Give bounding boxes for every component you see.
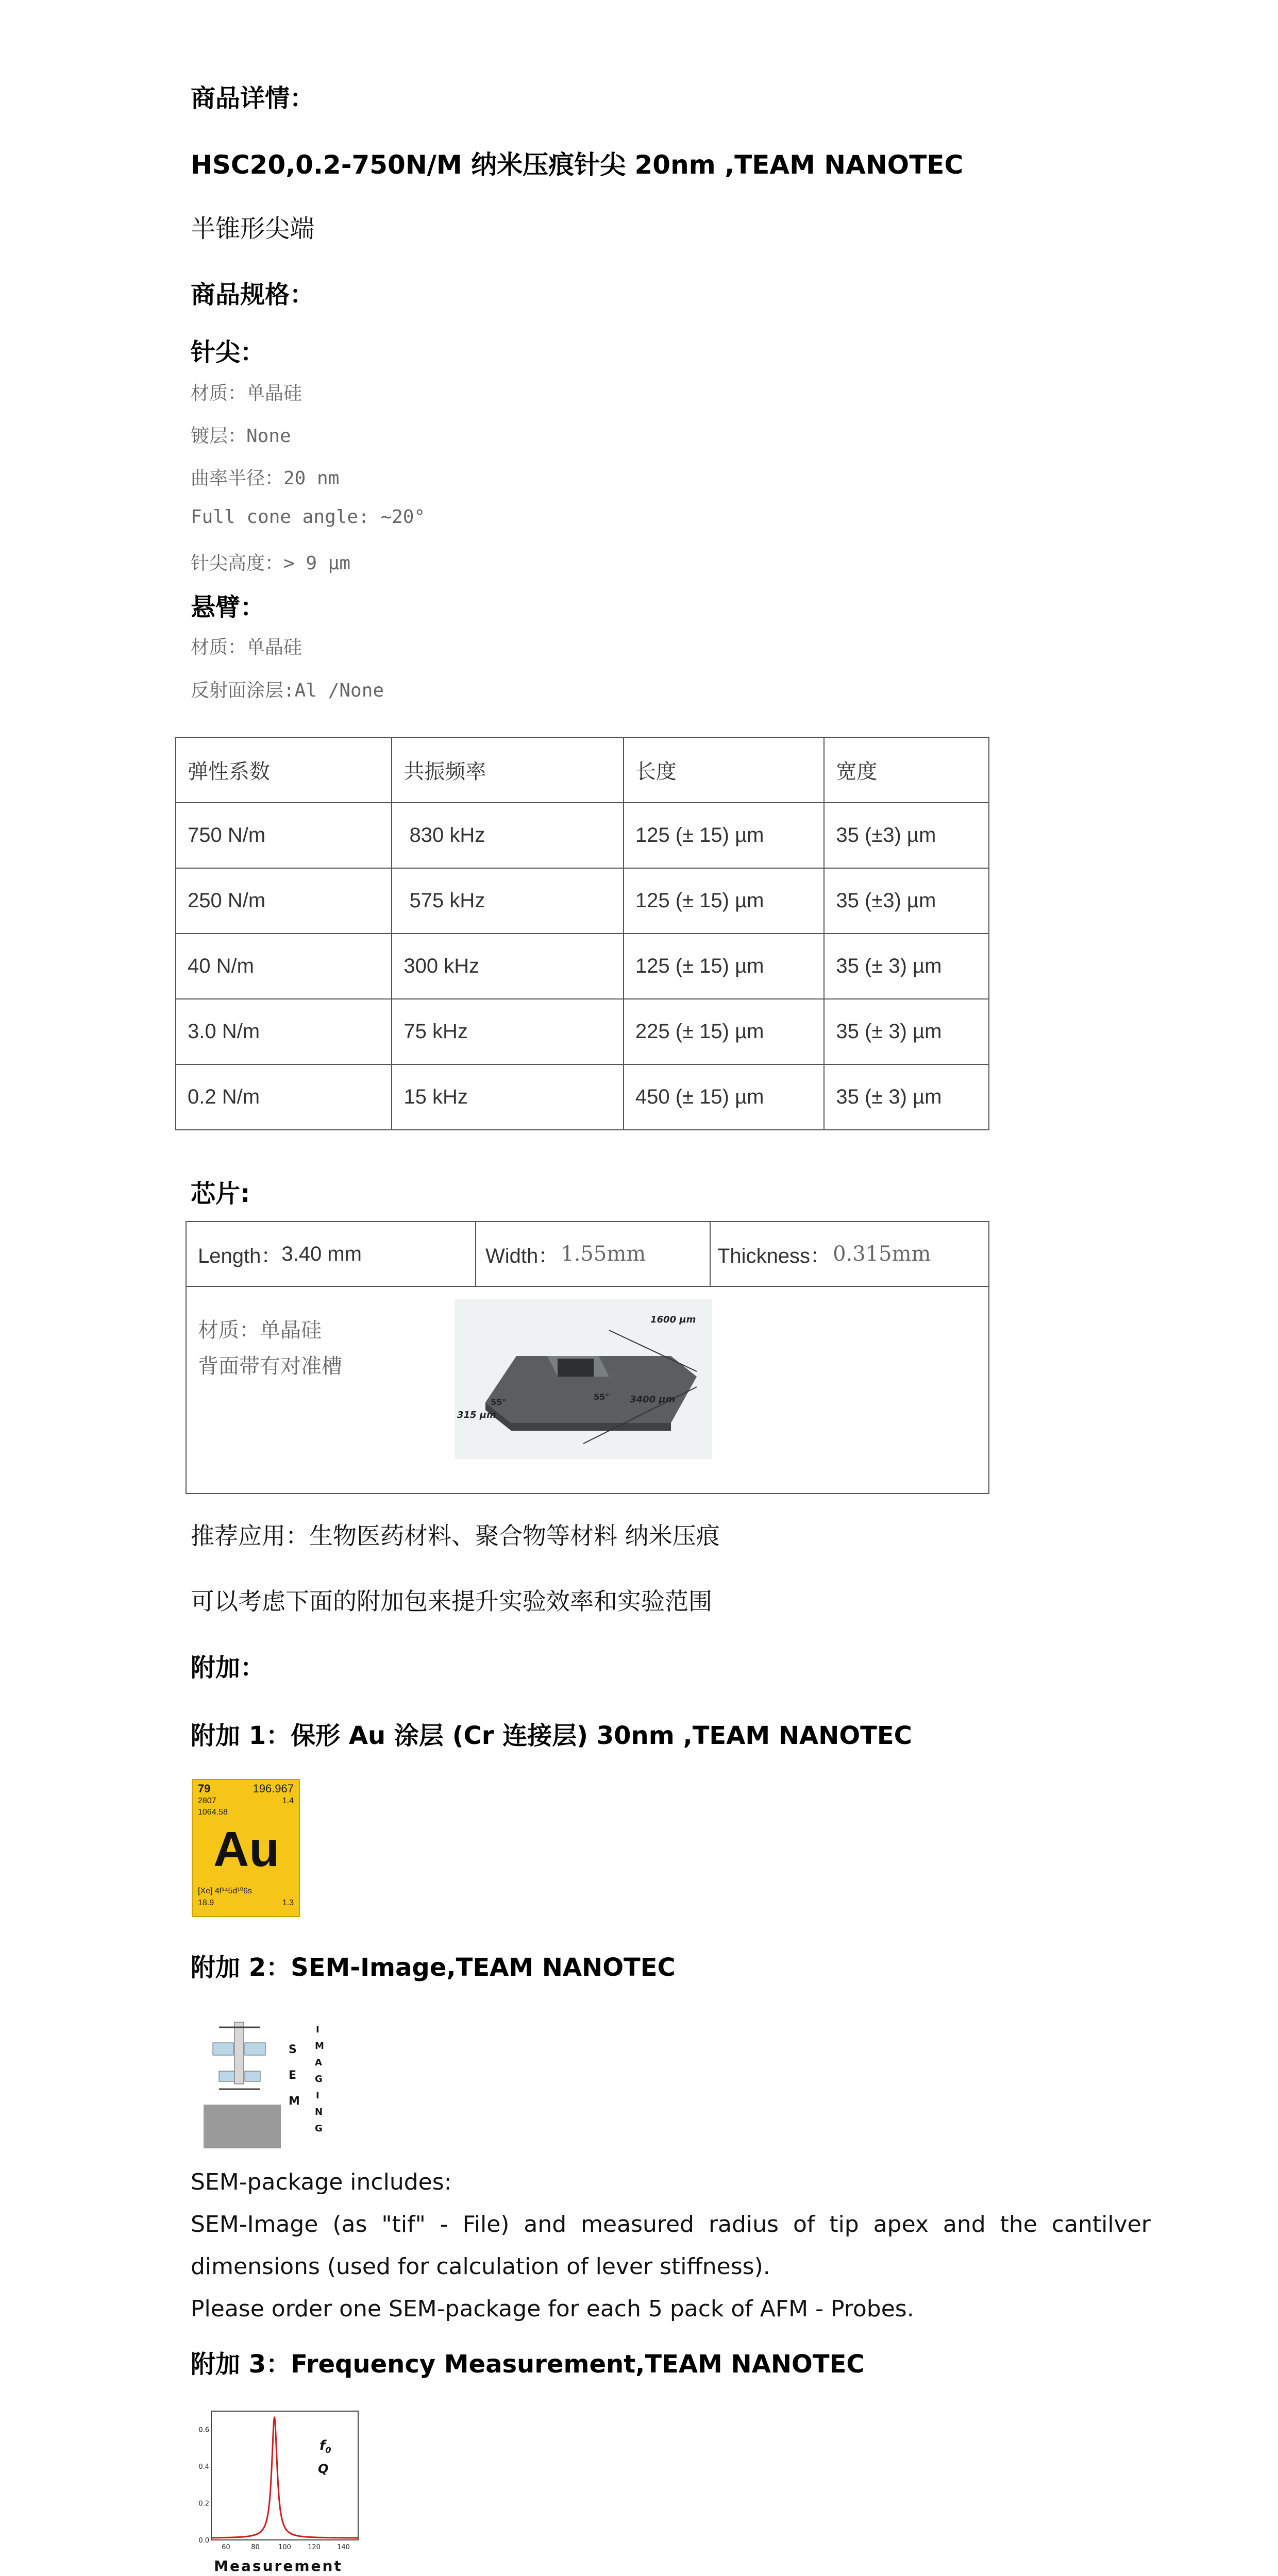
- chip-length-label: Length：: [198, 1244, 282, 1267]
- table-cell: 15 kHz: [392, 1064, 624, 1130]
- frequency-chart: [193, 2406, 363, 2576]
- chip-material: 材质：单晶硅: [198, 1318, 322, 1342]
- table-row: [176, 999, 989, 1064]
- product-subtitle: 半锥形尖端: [191, 214, 315, 243]
- chip-groove: 背面带有对准槽: [198, 1354, 342, 1378]
- sem-component: [213, 2043, 233, 2055]
- table-row: [176, 934, 989, 999]
- table-header-cell: 共振频率: [392, 737, 624, 803]
- sem-letter: M: [289, 2095, 300, 2108]
- electronegativity: 1.4: [282, 1797, 294, 1805]
- product-title: HSC20,0.2-750N/M 纳米压痕针尖 20nm ,TEAM NANOTEC: [191, 150, 964, 180]
- table-cell: 35 (± 3) µm: [824, 1064, 989, 1130]
- table-cell: 35 (±3) µm: [824, 868, 989, 934]
- table-cell: 830 kHz: [392, 803, 624, 868]
- chip-width-label: Width：: [485, 1244, 559, 1267]
- imaging-letter: G: [315, 2123, 323, 2134]
- sem-component: [245, 2043, 265, 2055]
- sem-component: [219, 2071, 234, 2081]
- sem-column: [234, 2022, 244, 2084]
- chip-length-value: 3.40 mm: [281, 1242, 362, 1265]
- table-cell: 575 kHz: [392, 868, 624, 934]
- y-tick-label: 0.6: [198, 2426, 209, 2434]
- y-ticks: [198, 2427, 209, 2545]
- x-tick-label: 80: [251, 2544, 260, 2551]
- spec-table: [175, 737, 989, 1130]
- x-ticks: [222, 2544, 350, 2551]
- table-cell: 750 N/m: [176, 803, 392, 868]
- addon-title: 附加：: [191, 1653, 265, 1682]
- density: 18.9: [198, 1899, 214, 1907]
- chart-label-q: Q: [318, 2462, 329, 2476]
- sem-component: [245, 2071, 260, 2081]
- chip-diagram: [455, 1299, 712, 1459]
- table-cell: 125 (± 15) µm: [624, 868, 824, 934]
- diagram-label: 315 µm: [457, 1410, 496, 1420]
- y-tick-label: 0.2: [198, 2500, 209, 2508]
- table-row: [176, 868, 989, 934]
- tip-material: 材质：单晶硅: [191, 383, 302, 404]
- table-cell: 35 (±3) µm: [824, 803, 989, 868]
- sem-letter: S: [289, 2043, 297, 2056]
- imaging-letter: N: [315, 2107, 323, 2117]
- table-cell: 35 (± 3) µm: [824, 934, 989, 999]
- chart-caption: Measurement: [214, 2557, 343, 2574]
- chip-box: [186, 1221, 989, 1494]
- table-cell: 125 (± 15) µm: [624, 934, 824, 999]
- chip-dimensions-row: [187, 1222, 988, 1287]
- cantilever-material: 材质：单晶硅: [191, 637, 302, 658]
- table-header-cell: 弹性系数: [176, 737, 392, 803]
- sem-sample-image: [204, 2105, 281, 2148]
- table-header-cell: 宽度: [824, 737, 989, 803]
- table-cell: 450 (± 15) µm: [624, 1064, 824, 1130]
- sem-intro: SEM-package includes:: [191, 2169, 452, 2195]
- table-cell: 75 kHz: [392, 999, 624, 1064]
- divider: [475, 1222, 476, 1286]
- atomic-mass: 196.967: [253, 1782, 294, 1795]
- cantilever-title: 悬臂：: [191, 593, 265, 622]
- addon1-title: 附加 1：保形 Au 涂层 (Cr 连接层) 30nm ,TEAM NANOTEC: [191, 1721, 912, 1750]
- cantilever-coating: 反射面涂层:Al /None: [191, 680, 384, 701]
- table-cell: 250 N/m: [176, 868, 392, 934]
- addon2-title: 附加 2：SEM-Image,TEAM NANOTEC: [191, 1953, 676, 1982]
- x-tick-label: 60: [222, 2544, 230, 2551]
- x-tick-label: 140: [337, 2544, 350, 2551]
- electron-config: [Xe] 4f¹⁴5d¹⁰6s: [198, 1887, 252, 1895]
- chip-groove-dark: [558, 1359, 594, 1377]
- sem-letter: E: [289, 2069, 297, 2082]
- chart-label-f: $f_0$: [320, 2438, 331, 2455]
- diagram-label: 3400 µm: [630, 1394, 676, 1405]
- y-tick-label: 0.4: [198, 2463, 209, 2471]
- divider: [710, 1222, 711, 1286]
- application-line: 推荐应用：生物医药材料、聚合物等材料 纳米压痕: [191, 1522, 720, 1550]
- diagram-label: 55°: [491, 1397, 507, 1407]
- y-tick-label: 0.0: [198, 2537, 209, 2545]
- tip-coating: 镀层：None: [191, 426, 291, 447]
- table-header-cell: 长度: [624, 737, 824, 803]
- table-cell: 0.2 N/m: [176, 1064, 392, 1130]
- chip-thickness: [717, 1222, 931, 1286]
- sem-desc-line: dimensions (used for calculation of lever stiffness).: [191, 2253, 770, 2280]
- chip-thickness-label: Thickness：: [717, 1244, 831, 1267]
- tip-title: 针尖：: [191, 338, 265, 367]
- spec-title: 商品规格：: [191, 280, 315, 309]
- imaging-letter: M: [315, 2041, 324, 2052]
- imaging-letter: G: [315, 2074, 323, 2084]
- ionization: 1.3: [282, 1899, 294, 1907]
- diagram-label: 55°: [594, 1392, 610, 1402]
- imaging-letter: I: [316, 2090, 320, 2101]
- imaging-letter: A: [315, 2057, 322, 2068]
- details-title: 商品详情：: [191, 84, 315, 113]
- x-tick-label: 120: [308, 2544, 321, 2551]
- sem-imaging-logo: [198, 2012, 343, 2156]
- tip-radius: 曲率半径：20 nm: [191, 468, 340, 489]
- tip-height: 针尖高度：> 9 μm: [191, 553, 351, 574]
- chip-width: [485, 1222, 646, 1286]
- chart-frame: [211, 2411, 358, 2540]
- melting-point: 1064.58: [198, 1808, 228, 1817]
- table-cell: 35 (± 3) µm: [824, 999, 989, 1064]
- table-cell: 125 (± 15) µm: [624, 803, 824, 868]
- chip-width-value: 1.55mm: [561, 1242, 646, 1266]
- chip-title: 芯片:: [191, 1179, 250, 1208]
- table-row: [176, 1064, 989, 1130]
- table-cell: 40 N/m: [176, 934, 392, 999]
- diagram-label: 1600 µm: [650, 1314, 696, 1325]
- gold-element-tile: [192, 1779, 300, 1917]
- table-row: [176, 803, 989, 868]
- sem-order: Please order one SEM-package for each 5 pack of AFM - Probes.: [191, 2296, 914, 2322]
- tip-cone-angle: Full cone angle: ~20°: [191, 506, 426, 528]
- atomic-number: 79: [198, 1782, 211, 1795]
- x-tick-label: 100: [278, 2544, 291, 2551]
- table-cell: 300 kHz: [392, 934, 624, 999]
- table-cell: 225 (± 15) µm: [624, 999, 824, 1064]
- chip-length: [198, 1222, 362, 1286]
- addon-hint-line: 可以考虑下面的附加包来提升实验效率和实验范围: [191, 1587, 712, 1615]
- table-header-row: [176, 737, 989, 803]
- chip-thickness-value: 0.315mm: [833, 1242, 931, 1266]
- element-symbol: Au: [213, 1822, 279, 1877]
- imaging-letter: I: [316, 2024, 320, 2035]
- sem-desc-line: SEM-Image (as "tif" - File) and measured radius of tip apex and the cantilver: [191, 2211, 1151, 2238]
- addon3-title: 附加 3：Frequency Measurement,TEAM NANOTEC: [191, 2350, 865, 2379]
- boiling-point: 2807: [198, 1797, 216, 1805]
- table-cell: 3.0 N/m: [176, 999, 392, 1064]
